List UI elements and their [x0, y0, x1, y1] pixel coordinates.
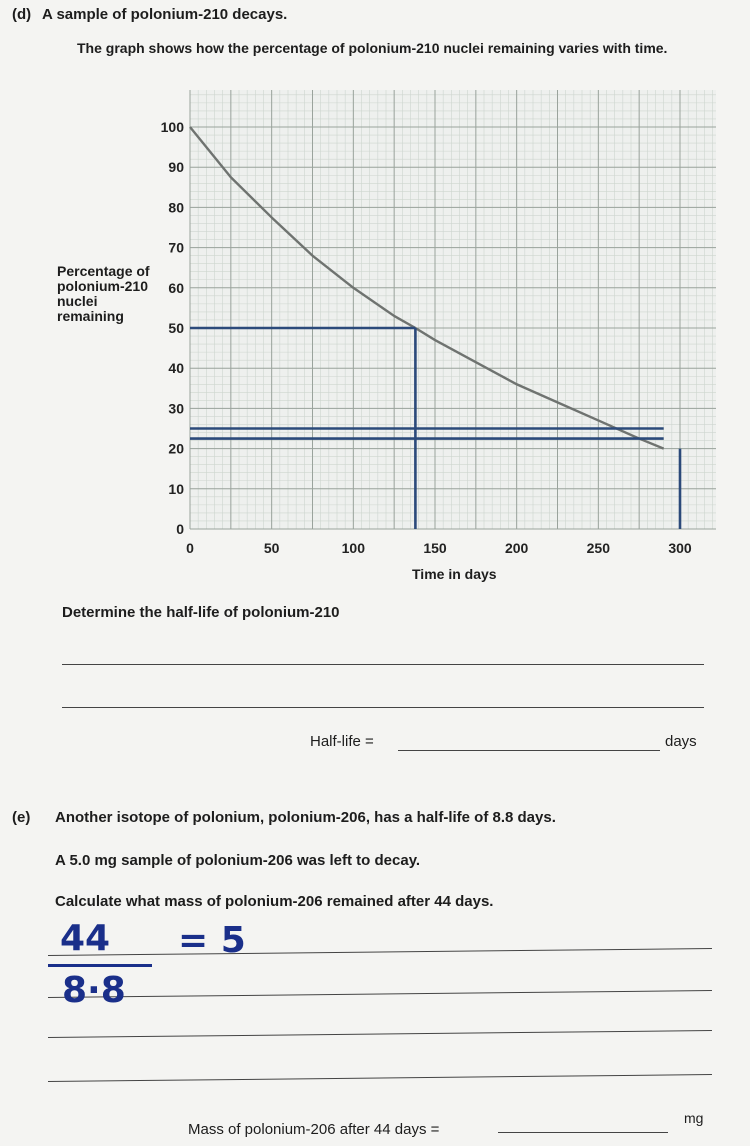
y-tick-label: 50 [168, 320, 184, 336]
y-axis-label-line: remaining [57, 308, 124, 324]
y-axis-label-line: Percentage of [57, 263, 150, 279]
handwritten-fraction-bar [48, 964, 152, 967]
question-e-label: (e) [12, 809, 31, 826]
y-tick-label: 10 [168, 480, 184, 497]
x-tick-label: 250 [586, 540, 611, 556]
working-line [48, 1030, 712, 1038]
x-tick-label: 50 [263, 540, 280, 556]
graph-intro: The graph shows how the percentage of polonium-210 nuclei remaining varies with time. [77, 40, 668, 56]
chart-grid [190, 90, 716, 529]
question-e-line2: A 5.0 mg sample of polonium-206 was left to decay. [55, 852, 421, 869]
handwritten-denominator: 8·8 [62, 970, 126, 1011]
y-tick-label: 90 [168, 159, 184, 176]
mass-answer-unit: mg [684, 1110, 704, 1126]
x-tick-label: 150 [423, 540, 447, 556]
half-life-label: Half-life = [310, 733, 374, 750]
mass-answer-label: Mass of polonium-206 after 44 days = [188, 1121, 440, 1138]
half-life-answer-line[interactable] [398, 750, 660, 751]
y-tick-label: 30 [168, 400, 184, 417]
question-e-line3: Calculate what mass of polonium-206 remained after 44 days. [55, 893, 494, 910]
answer-line [62, 707, 704, 708]
y-tick-label: 40 [168, 360, 184, 377]
working-line [48, 948, 712, 956]
y-tick-label: 60 [168, 279, 184, 296]
y-axis-label-line: polonium-210 [57, 278, 149, 294]
x-axis-label: Time in days [412, 566, 497, 582]
y-tick-label: 100 [160, 119, 184, 135]
x-tick-label: 200 [504, 540, 529, 556]
working-line [48, 990, 712, 998]
question-e-line1: Another isotope of polonium, polonium-206, has a half-life of 8.8 days. [55, 809, 556, 826]
y-tick-label: 0 [176, 521, 184, 537]
grid-background [190, 90, 716, 529]
y-tick-label: 80 [168, 199, 184, 216]
question-d-text: A sample of polonium-210 decays. [42, 6, 288, 23]
answer-line [62, 664, 704, 665]
half-life-unit: days [665, 733, 697, 750]
y-axis-label-line: nuclei [57, 293, 98, 309]
y-tick-label: 70 [168, 239, 184, 256]
working-line [48, 1074, 712, 1082]
handwritten-result: = 5 [178, 920, 246, 961]
question-d-label: (d) [12, 6, 32, 23]
handwritten-numerator: 44 [60, 918, 111, 959]
y-tick-label: 20 [168, 440, 184, 457]
x-tick-label: 0 [186, 540, 194, 556]
x-tick-label: 100 [341, 540, 366, 556]
question-d-prompt: Determine the half-life of polonium-210 [62, 604, 340, 621]
x-tick-label: 300 [668, 540, 692, 556]
mass-answer-line[interactable] [498, 1132, 668, 1133]
